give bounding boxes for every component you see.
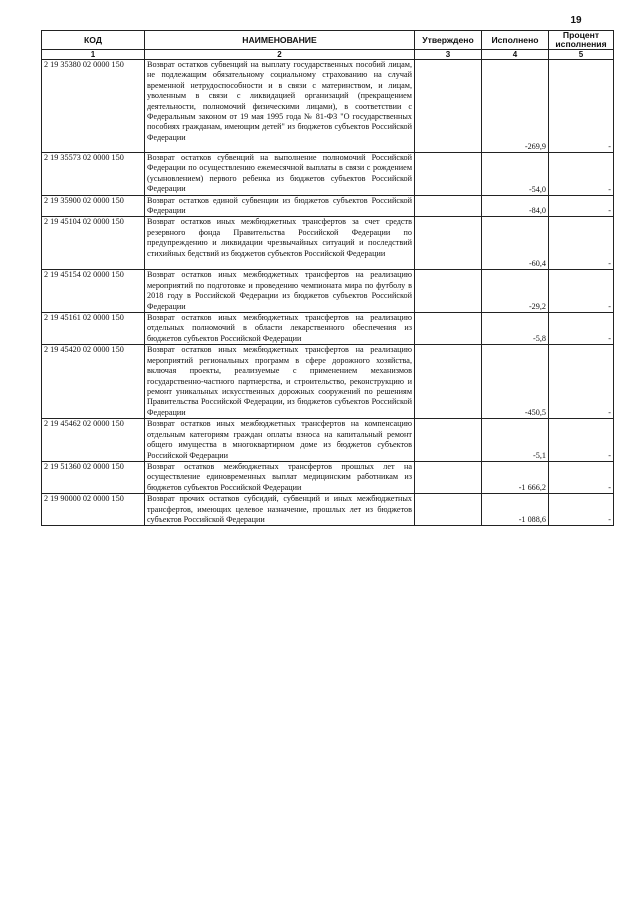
table-row <box>42 217 614 270</box>
row-executed: -60,4 <box>482 217 549 270</box>
column-header-name: НАИМЕНОВАНИЕ <box>145 31 415 50</box>
column-number-row <box>42 50 614 60</box>
table-row <box>42 461 614 493</box>
column-number-approved: 3 <box>415 50 482 60</box>
row-approved <box>415 461 482 493</box>
row-executed: -1 666,2 <box>482 461 549 493</box>
row-name: Возврат остатков иных межбюджетных трансфертов на компенсацию отдельным категориям граждан оплаты взноса на капитальный ремонт общего имущества в многоквартирном доме из бюджетов субъектов Российской Федерации <box>145 419 415 462</box>
row-name: Возврат остатков субвенций на выплату государственных пособий лицам, не подлежащим обязательному социальному страхованию на случай временной нетрудоспособности и в связи с материнством, и лицам, уволенным в связи с ликвидацией организаций (прекращением деятельности, полномочий физическими лицами), в соответствии с Федеральным законом от 19 мая 1995 года № 81-ФЗ "О государственных пособиях гражданам, имеющим детей" из бюджетов субъектов Российской Федерации <box>145 60 415 153</box>
row-approved <box>415 345 482 419</box>
row-name: Возврат остатков иных межбюджетных трансфертов на реализацию отдельных полномочий в области лекарственного обеспечения из бюджетов субъектов Российской Федерации <box>145 313 415 345</box>
row-approved <box>415 270 482 313</box>
row-percent: - <box>549 60 614 153</box>
row-executed: -450,5 <box>482 345 549 419</box>
column-header-approved: Утверждено <box>415 31 482 50</box>
row-percent: - <box>549 419 614 462</box>
table-row <box>42 195 614 217</box>
column-number-code: 1 <box>42 50 145 60</box>
page-number: 19 <box>570 15 582 26</box>
row-approved <box>415 60 482 153</box>
row-code: 2 19 45104 02 0000 150 <box>42 217 145 270</box>
table-row <box>42 419 614 462</box>
row-name: Возврат остатков иных межбюджетных трансфертов за счет средств резервного фонда Правительства Российской Федерации по предупреждению и ликвидации чрезвычайных ситуаций и последствий стихийных бедствий из бюджетов субъектов Российской Федерации <box>145 217 415 270</box>
row-name: Возврат остатков единой субвенции из бюджетов субъектов Российской Федерации <box>145 195 415 217</box>
row-executed: -5,1 <box>482 419 549 462</box>
table-row <box>42 153 614 196</box>
row-code: 2 19 35380 02 0000 150 <box>42 60 145 153</box>
row-approved <box>415 313 482 345</box>
column-header-percent: Процент исполнения <box>549 31 614 50</box>
row-code: 2 19 45420 02 0000 150 <box>42 345 145 419</box>
row-executed: -84,0 <box>482 195 549 217</box>
row-approved <box>415 195 482 217</box>
row-percent: - <box>549 313 614 345</box>
row-approved <box>415 419 482 462</box>
row-executed: -54,0 <box>482 153 549 196</box>
row-percent: - <box>549 195 614 217</box>
column-header-code: КОД <box>42 31 145 50</box>
column-number-name: 2 <box>145 50 415 60</box>
row-name: Возврат остатков межбюджетных трансфертов прошлых лет на осуществление единовременных выплат медицинским работникам из бюджетов субъектов Российской Федерации <box>145 461 415 493</box>
row-percent: - <box>549 345 614 419</box>
table-row <box>42 270 614 313</box>
row-executed: -269,9 <box>482 60 549 153</box>
row-code: 2 19 51360 02 0000 150 <box>42 461 145 493</box>
row-code: 2 19 35573 02 0000 150 <box>42 153 145 196</box>
column-number-percent: 5 <box>549 50 614 60</box>
row-executed: -29,2 <box>482 270 549 313</box>
row-percent: - <box>549 270 614 313</box>
row-name: Возврат остатков иных межбюджетных трансфертов на реализацию мероприятий по подготовке и проведению чемпионата мира по футболу в 2018 году в Российской Федерации из бюджетов субъектов Российской Федерации <box>145 270 415 313</box>
table-row <box>42 313 614 345</box>
row-approved <box>415 217 482 270</box>
table-row <box>42 60 614 153</box>
row-percent: - <box>549 461 614 493</box>
row-percent: - <box>549 494 614 526</box>
row-percent: - <box>549 217 614 270</box>
row-executed: -1 088,6 <box>482 494 549 526</box>
row-approved <box>415 494 482 526</box>
row-executed: -5,8 <box>482 313 549 345</box>
row-code: 2 19 35900 02 0000 150 <box>42 195 145 217</box>
column-header-executed: Исполнено <box>482 31 549 50</box>
row-code: 2 19 90000 02 0000 150 <box>42 494 145 526</box>
table-row <box>42 345 614 419</box>
table-header-row <box>42 31 614 50</box>
row-percent: - <box>549 153 614 196</box>
row-code: 2 19 45161 02 0000 150 <box>42 313 145 345</box>
row-name: Возврат остатков иных межбюджетных трансфертов на реализацию мероприятий региональных программ в сфере дорожного хозяйства, включая проекты, реализуемые с применением механизмов государственно-частного партнерства, и строительство, реконструкцию и ремонт уникальных искусственных дорожных сооружений по решениям Правительства Российской Федерации, из бюджетов субъектов Российской Федерации <box>145 345 415 419</box>
row-name: Возврат остатков субвенций на выполнение полномочий Российской Федерации по осуществлению ежемесячной выплаты в связи с рождением (усыновлением) первого ребенка из бюджетов субъектов Российской Федерации <box>145 153 415 196</box>
column-number-executed: 4 <box>482 50 549 60</box>
row-code: 2 19 45154 02 0000 150 <box>42 270 145 313</box>
table-row <box>42 494 614 526</box>
row-name: Возврат прочих остатков субсидий, субвенций и иных межбюджетных трансфертов, имеющих целевое назначение, прошлых лет из бюджетов субъектов Российской Федерации <box>145 494 415 526</box>
row-code: 2 19 45462 02 0000 150 <box>42 419 145 462</box>
row-approved <box>415 153 482 196</box>
budget-table <box>41 30 614 526</box>
